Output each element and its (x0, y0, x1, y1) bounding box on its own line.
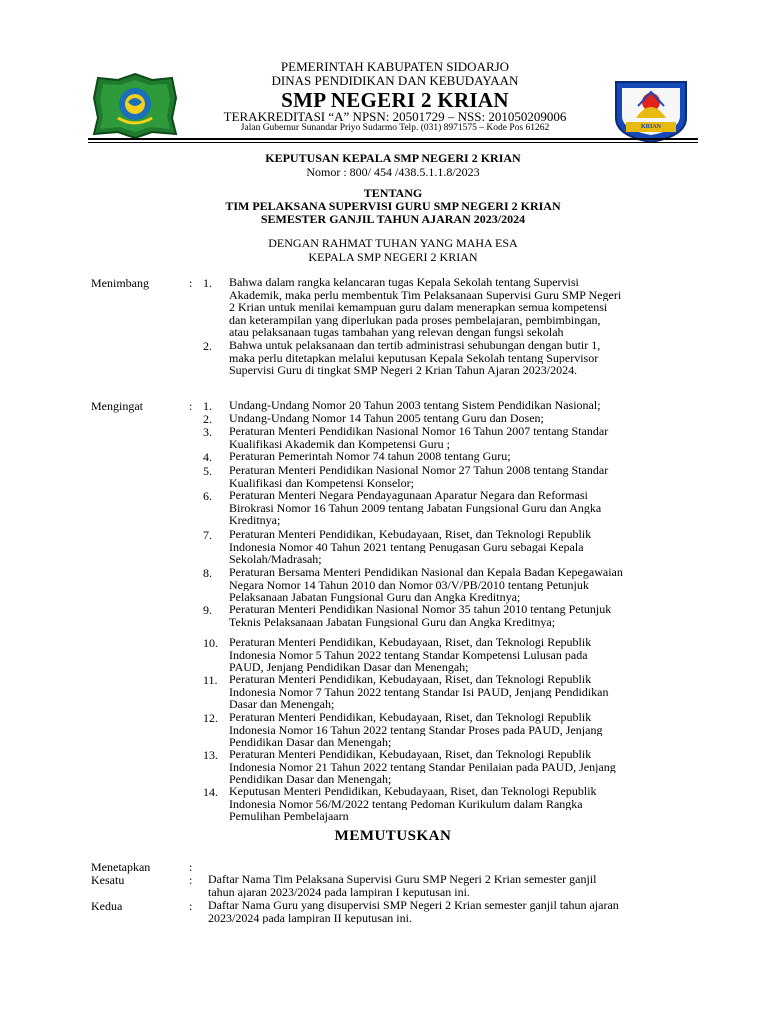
decree-subject-line2: SEMESTER GANJIL TAHUN AJARAN 2023/2024 (260, 212, 526, 226)
menetapkan-label: Menetapkan (91, 860, 151, 874)
list-item-line: Birokrasi Nomor 16 Tahun 2009 tentang Jabatan Fungsional Guru dan Angka (229, 501, 602, 515)
list-item-line: Peraturan Menteri Pendidikan Nasional Nomor 35 tahun 2010 tentang Petunjuk (229, 603, 612, 616)
list-item-number: 2. (203, 339, 212, 353)
list-item-line: Peraturan Bersama Menteri Pendidikan Nasional dan Kepala Badan Kepegawaian (229, 566, 623, 579)
list-item-line: Undang-Undang Nomor 14 Tahun 2005 tentang Guru dan Dosen; (229, 412, 544, 425)
list-item-line: Sekolah/Madrasah; (229, 553, 322, 566)
mengingat-label: Mengingat (91, 399, 143, 413)
list-item-line: Indonesia Nomor 56/M/2022 tentang Pedoman Kurikulum dalam Rangka (229, 797, 583, 811)
list-item-line: Teknis Pelaksanaan Jabatan Fungsional Guru dan Angka Kreditnya; (229, 615, 556, 629)
list-item-line: Peraturan Menteri Pendidikan, Kebudayaan, Riset, dan Teknologi Republik (229, 711, 592, 724)
list-item (229, 412, 685, 425)
list-item-line: Peraturan Menteri Pendidikan Nasional Nomor 16 Tahun 2007 tentang Standar (229, 425, 609, 438)
list-item (229, 711, 685, 749)
list-item-line: Pelaksanaan Jabatan Fungsional Guru dan Angka Kreditnya; (229, 591, 521, 604)
menetapkan-colon: : (189, 860, 193, 874)
list-item-line: Peraturan Menteri Negara Pendayagunaan Aparatur Negara dan Reformasi (229, 489, 588, 502)
list-item-number: 1. (203, 399, 212, 413)
kesatu-text (208, 873, 686, 898)
blessing-line2: KEPALA SMP NEGERI 2 KRIAN (308, 250, 478, 264)
list-item-number: 11. (203, 673, 218, 687)
list-item-line: Pemulihan Pembelajaarn (229, 810, 349, 823)
list-item-line: Kualifikasi dan Kompetensi Konselor; (229, 476, 414, 490)
list-item-number: 2. (203, 412, 212, 426)
list-item-line: Kualifikasi Akademik dan Kompetensi Guru ; (229, 437, 450, 451)
list-item-number: 10. (203, 636, 218, 650)
kesatu-line: tahun ajaran 2023/2024 pada lampiran I keputusan ini. (208, 885, 470, 899)
kesatu-colon: : (189, 873, 193, 887)
list-item-number: 9. (203, 603, 212, 617)
list-item (229, 399, 685, 412)
kedua-colon: : (189, 899, 193, 913)
decree-subject-line1: TIM PELAKSANA SUPERVISI GURU SMP NEGERI 2 KRIAN (225, 199, 561, 213)
list-item-number: 4. (203, 450, 212, 464)
list-item-line: Bahwa untuk pelaksanaan dan tertib administrasi sehubungan dengan butir 1, (229, 339, 601, 352)
letterhead-government: PEMERINTAH KABUPATEN SIDOARJO (280, 59, 510, 74)
sidoarjo-regency-logo (90, 72, 180, 140)
menimbang-label: Menimbang (91, 276, 149, 290)
list-item (229, 748, 685, 786)
list-item-line: Indonesia Nomor 7 Tahun 2022 tentang Standar Isi PAUD, Jenjang Pendidikan (229, 685, 609, 699)
decree-number: Nomor : 800/ 454 /438.5.1.1.8/2023 (306, 165, 480, 179)
list-item-line: Peraturan Menteri Pendidikan, Kebudayaan, Riset, dan Teknologi Republik (229, 636, 592, 649)
school-logo-banner: KRIAN (640, 124, 661, 130)
list-item-line: Akademik, maka perlu membentuk Tim Pelaksanaan Supervisi Guru SMP Negeri (229, 288, 622, 302)
list-item (229, 489, 685, 527)
kesatu-line: Daftar Nama Tim Pelaksana Supervisi Guru SMP Negeri 2 Krian semester ganjil (208, 873, 597, 886)
list-item-number: 7. (203, 528, 212, 542)
list-item-line: Indonesia Nomor 40 Tahun 2021 tentang Penugasan Guru sebagai Kepala (229, 540, 584, 554)
kedua-label: Kedua (91, 899, 123, 913)
list-item-line: Bahwa dalam rangka kelancaran tugas Kepala Sekolah tentang Supervisi (229, 276, 579, 289)
list-item (229, 425, 685, 450)
list-item-line: Undang-Undang Nomor 20 Tahun 2003 tentang Sistem Pendidikan Nasional; (229, 399, 601, 412)
kedua-line: 2023/2024 pada lampiran II keputusan ini. (208, 911, 412, 925)
memutuskan-heading: MEMUTUSKAN (334, 828, 452, 844)
list-item (229, 464, 685, 489)
list-item (229, 673, 685, 711)
list-item-line: 2 Krian untuk menilai kemampuan guru dalam menerapkan semua kompetensi (229, 301, 608, 314)
letterhead-accreditation: TERAKREDITASI “A” NPSN: 20501729 – NSS: 201050209006 (223, 109, 567, 124)
decree-title: KEPUTUSAN KEPALA SMP NEGERI 2 KRIAN (265, 151, 521, 165)
list-item-line: Indonesia Nomor 21 Tahun 2022 tentang Standar Penilaian pada PAUD, Jenjang (229, 760, 616, 774)
kedua-text (208, 899, 686, 924)
list-item (229, 566, 685, 604)
school-logo (608, 78, 694, 144)
list-item-number: 8. (203, 566, 212, 580)
list-item-number: 5. (203, 464, 212, 478)
list-item-line: Peraturan Menteri Pendidikan, Kebudayaan, Riset, dan Teknologi Republik (229, 673, 592, 686)
list-item-line: Pendidikan Dasar dan Menengah; (229, 736, 392, 749)
list-item-number: 13. (203, 748, 218, 762)
list-item-line: dan keterampilan yang diperlukan pada proses pembelajaran, pembimbingan, (229, 313, 601, 327)
list-item (229, 339, 685, 377)
letterhead-divider-thin (88, 142, 698, 143)
mengingat-colon: : (189, 399, 193, 413)
list-item-line: Dasar dan Menengah; (229, 698, 335, 711)
list-item-number: 3. (203, 425, 212, 439)
list-item-line: Kreditnya; (229, 514, 281, 527)
list-item (229, 276, 685, 339)
list-item-number: 6. (203, 489, 212, 503)
list-item (229, 450, 685, 463)
list-item-line: Peraturan Pemerintah Nomor 74 tahun 2008 tentang Guru; (229, 450, 511, 463)
list-item-number: 12. (203, 711, 218, 725)
list-item (229, 528, 685, 566)
list-item (229, 785, 685, 823)
list-item-number: 14. (203, 785, 218, 799)
list-item-line: atau pelaksanaan tugas tambahan yang relevan dengan fungsi sekolah (229, 326, 564, 339)
list-item-line: Peraturan Menteri Pendidikan, Kebudayaan, Riset, dan Teknologi Republik (229, 528, 592, 541)
list-item-line: Peraturan Menteri Pendidikan Nasional Nomor 27 Tahun 2008 tentang Standar (229, 464, 609, 477)
menimbang-colon: : (189, 276, 193, 290)
list-item-line: PAUD, Jenjang Pendidikan Dasar dan Menengah; (229, 661, 469, 674)
kedua-line: Daftar Nama Guru yang disupervisi SMP Negeri 2 Krian semester ganjil tahun ajaran (208, 899, 619, 912)
decree-tentang: TENTANG (363, 186, 423, 200)
list-item-number: 1. (203, 276, 212, 290)
list-item-line: Keputusan Menteri Pendidikan, Kebudayaan, Riset, dan Teknologi Republik (229, 785, 597, 798)
list-item-line: Supervisi Guru di tingkat SMP Negeri 2 Krian Tahun Ajaran 2023/2024. (229, 364, 578, 377)
list-item-line: Pendidikan Dasar dan Menengah; (229, 773, 392, 786)
list-item-line: Peraturan Menteri Pendidikan, Kebudayaan, Riset, dan Teknologi Republik (229, 748, 592, 761)
list-item (229, 603, 685, 628)
letterhead-address: Jalan Gubernur Sunandar Priyo Sudarmo Telp. (031) 8971575 – Kode Pos 61262 (240, 123, 550, 133)
kesatu-label: Kesatu (91, 873, 125, 887)
letterhead-school-name: SMP NEGERI 2 KRIAN (281, 88, 509, 112)
list-item-line: Negara Nomor 14 Tahun 2010 dan Nomor 03/V/PB/2010 tentang Petunjuk (229, 578, 589, 592)
letterhead-divider-thick (88, 138, 698, 140)
list-item (229, 636, 685, 674)
letterhead-department: DINAS PENDIDIKAN DAN KEBUDAYAAN (271, 73, 519, 88)
list-item-line: maka perlu ditetapkan melalui keputusan Kepala Sekolah tentang Supervisor (229, 351, 599, 365)
list-item-line: Indonesia Nomor 5 Tahun 2022 tentang Standar Kompetensi Lulusan pada (229, 648, 588, 662)
list-item-line: Indonesia Nomor 16 Tahun 2022 tentang Standar Proses pada PAUD, Jenjang (229, 723, 603, 737)
blessing-line1: DENGAN RAHMAT TUHAN YANG MAHA ESA (268, 236, 518, 250)
